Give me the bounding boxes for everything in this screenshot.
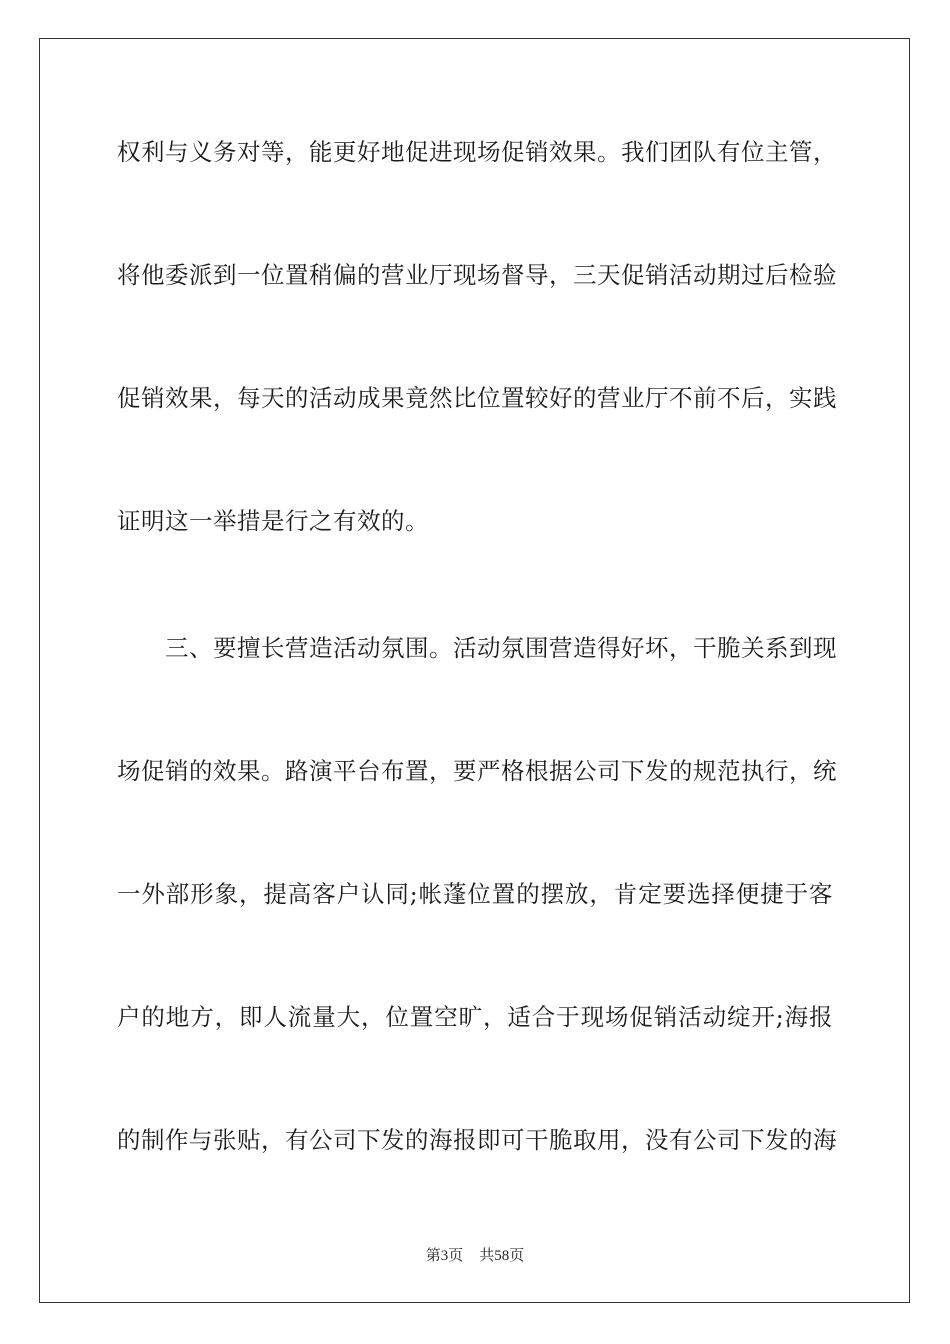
text-line: 促销效果，每天的活动成果竟然比位置较好的营业厅不前不后，实践 bbox=[117, 384, 837, 412]
page-footer bbox=[0, 1244, 950, 1265]
text-line: 权利与义务对等，能更好地促进现场促销效果。我们团队有位主管， bbox=[117, 138, 837, 166]
text-line: 三、要擅长营造活动氛围。活动氛围营造得好坏，干脆关系到现 bbox=[165, 634, 837, 662]
page-frame bbox=[39, 38, 910, 1303]
text-line: 一外部形象，提高客户认同;帐蓬位置的摆放，肯定要选择便捷于客 bbox=[117, 880, 833, 908]
text-line: 户的地方，即人流量大，位置空旷，适合于现场促销活动绽开;海报 bbox=[117, 1003, 833, 1031]
text-line: 证明这一举措是行之有效的。 bbox=[117, 507, 429, 535]
page-number: 第3页 bbox=[425, 1248, 464, 1264]
text-line: 的制作与张贴，有公司下发的海报即可干脆取用，没有公司下发的海 bbox=[117, 1126, 837, 1154]
total-pages: 共58页 bbox=[479, 1248, 525, 1264]
text-line: 场促销的效果。路演平台布置，要严格根据公司下发的规范执行，统 bbox=[117, 757, 837, 785]
text-line: 将他委派到一位置稍偏的营业厅现场督导，三天促销活动期过后检验 bbox=[117, 261, 837, 289]
